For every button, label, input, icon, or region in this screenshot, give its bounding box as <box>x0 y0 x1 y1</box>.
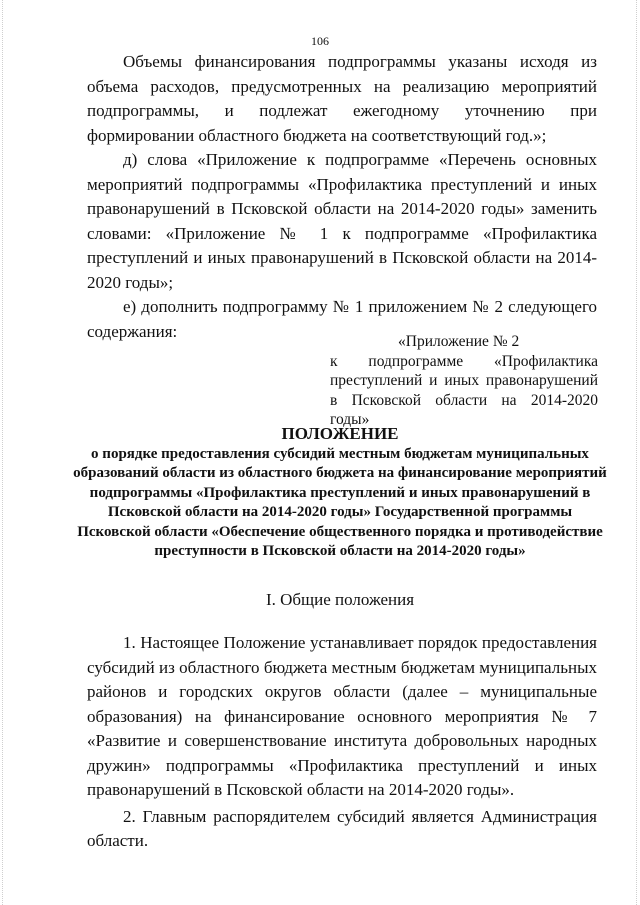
heading-title: ПОЛОЖЕНИЕ <box>281 424 399 443</box>
paragraph-2: 2. Главным распорядителем субсидий является Администрация области. <box>87 806 597 850</box>
top-text-block <box>87 50 597 344</box>
page-number: 106 <box>311 34 329 48</box>
heading-subtitle: о порядке предоставления субсидий местным бюджетам муниципальных образований области из областного бюджета на финансирование мероприятий подпрограммы «Профилактика преступлений и иных правонарушений в Псковской области на 2014-2020 годы» Государственной программы Псковской области «Обеспечение общественного порядка и противодействие преступности в Псковской области на 2014-2020 годы» <box>73 446 607 560</box>
paragraph-1: 1. Настоящее Положение устанавливает порядок предоставления субсидий из областного бюджета местным бюджетам муниципальных районов и городских округов области (далее – муниципальные образования) на финансирование основного мероприятия № 7 «Развитие и совершенствование института добровольных народных дружин» подпрограммы «Профилактика преступлений и иных правонарушений в Псковской области на 2014-2020 годы». <box>87 633 597 799</box>
appendix-reference <box>330 332 598 430</box>
paragraph-financing: Объемы финансирования подпрограммы указаны исходя из объема расходов, предусмотренных на реализацию мероприятий подпрограммы, и подлежат ежегодному уточнению при формировании областного бюджета на соответствующий год.»; <box>87 52 597 145</box>
paragraph-e: е) дополнить подпрограмму № 1 приложением № 2 следующего содержания: <box>87 297 597 341</box>
section-title: I. Общие положения <box>265 590 415 609</box>
appendix-reference-text: к подпрограмме «Профилактика преступлений и иных правонарушений в Псковской области на 2014-2020 годы» <box>330 352 598 428</box>
scan-edge-right <box>636 0 638 905</box>
paragraph-d: д) слова «Приложение к подпрограмме «Перечень основных мероприятий подпрограммы «Профилактика преступлений и иных правонарушений в Псковской области на 2014-2020 годы» заменить словами: «Приложение № 1 к подпрограмме «Профилактика преступлений и иных правонарушений в Псковской области на 2014-2020 годы»; <box>87 150 597 292</box>
appendix-reference-title: «Приложение № 2 <box>398 333 520 350</box>
scan-edge-left <box>2 0 4 905</box>
main-text-block <box>87 631 597 854</box>
document-heading <box>70 423 610 561</box>
